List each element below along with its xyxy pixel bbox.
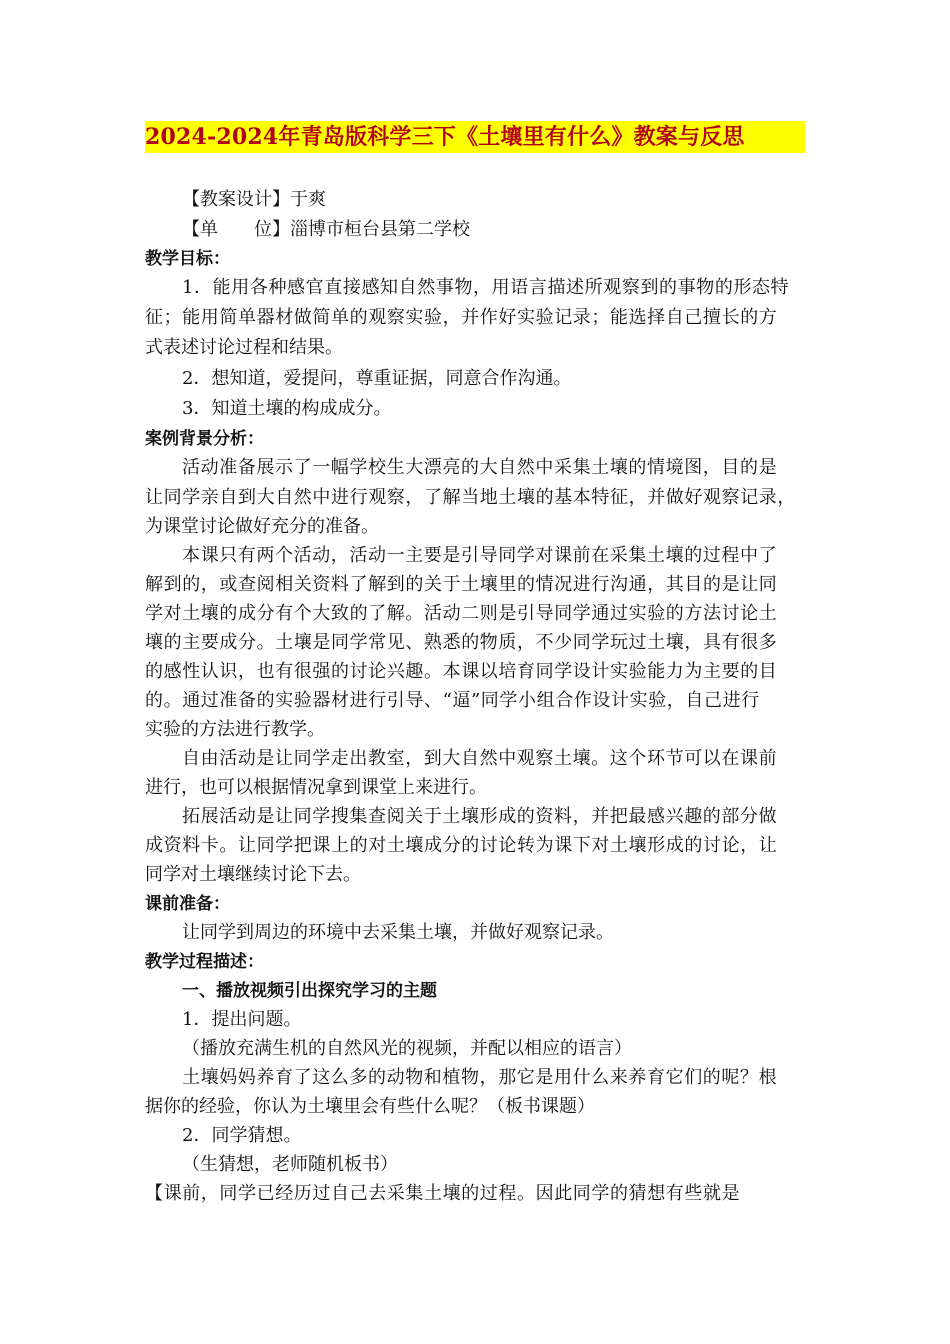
objective-line: 式表述讨论过程和结果。 xyxy=(145,337,343,358)
background-line: 为课堂讨论做好充分的准备。 xyxy=(145,516,379,537)
background-line: 实验的方法进行教学。 xyxy=(145,719,325,740)
process-line: 土壤妈妈养育了这么多的动物和植物，那它是用什么来养育它们的呢？根 xyxy=(182,1067,778,1088)
background-line: 学对土壤的成分有个大致的了解。活动二则是引导同学通过实验的方法讨论土 xyxy=(145,603,778,624)
background-line: 进行，也可以根据情况拿到课堂上来进行。 xyxy=(145,777,487,798)
process-line: （播放充满生机的自然风光的视频，并配以相应的语言） xyxy=(182,1038,632,1059)
process-subheading: 一、播放视频引出探究学习的主题 xyxy=(182,981,437,1001)
document-title: 2024-2024年青岛版科学三下《土壤里有什么》教案与反思 xyxy=(145,121,805,153)
process-heading: 教学过程描述： xyxy=(145,952,264,972)
background-line: 自由活动是让同学走出教室，到大自然中观察土壤。这个环节可以在课前 xyxy=(182,748,778,769)
process-line: （生猜想，老师随机板书） xyxy=(182,1154,398,1175)
unit-line: 【单 位】淄博市桓台县第二学校 xyxy=(182,219,470,240)
objectives-heading: 教学目标： xyxy=(145,249,230,269)
prep-line: 让同学到周边的环境中去采集土壤，并做好观察记录。 xyxy=(182,922,614,943)
process-line: 据你的经验，你认为土壤里会有些什么呢？（板书课题） xyxy=(145,1096,595,1117)
background-line: 本课只有两个活动，活动一主要是引导同学对课前在采集土壤的过程中了 xyxy=(182,545,778,566)
background-line: 的。通过准备的实验器材进行引导、“逼”同学小组合作设计实验，自己进行 xyxy=(145,690,760,711)
process-line: 1．提出问题。 xyxy=(182,1009,302,1030)
author-line: 【教案设计】于爽 xyxy=(182,189,326,210)
prep-heading: 课前准备： xyxy=(145,894,230,914)
process-line: 2．同学猜想。 xyxy=(182,1125,302,1146)
background-line: 同学对土壤继续讨论下去。 xyxy=(145,864,361,885)
background-line: 成资料卡。让同学把课上的对土壤成分的讨论转为课下对土壤形成的讨论，让 xyxy=(145,835,778,856)
objective-line: 征；能用简单器材做简单的观察实验，并作好实验记录；能选择自己擅长的方 xyxy=(145,307,778,328)
background-line: 拓展活动是让同学搜集查阅关于土壤形成的资料，并把最感兴趣的部分做 xyxy=(182,806,778,827)
objective-line: 2．想知道，爱提问，尊重证据，同意合作沟通。 xyxy=(182,368,572,389)
background-line: 让同学亲自到大自然中进行观察，了解当地土壤的基本特征，并做好观察记录， xyxy=(145,487,796,508)
background-heading: 案例背景分析： xyxy=(145,429,264,449)
objective-line: 1．能用各种感官直接感知自然事物，用语言描述所观察到的事物的形态特 xyxy=(182,277,790,298)
background-line: 解到的，或查阅相关资料了解到的关于土壤里的情况进行沟通，其目的是让同 xyxy=(145,574,778,595)
background-line: 的感性认识，也有很强的讨论兴趣。本课以培育同学设计实验能力为主要的目 xyxy=(145,661,778,682)
process-line: 【课前，同学已经历过自己去采集土壤的过程。因此同学的猜想有些就是 xyxy=(145,1183,741,1204)
background-line: 活动准备展示了一幅学校生大漂亮的大自然中采集土壤的情境图，目的是 xyxy=(182,457,778,478)
background-line: 壤的主要成分。土壤是同学常见、熟悉的物质，不少同学玩过土壤，具有很多 xyxy=(145,632,778,653)
objective-line: 3．知道土壤的构成成分。 xyxy=(182,398,392,419)
